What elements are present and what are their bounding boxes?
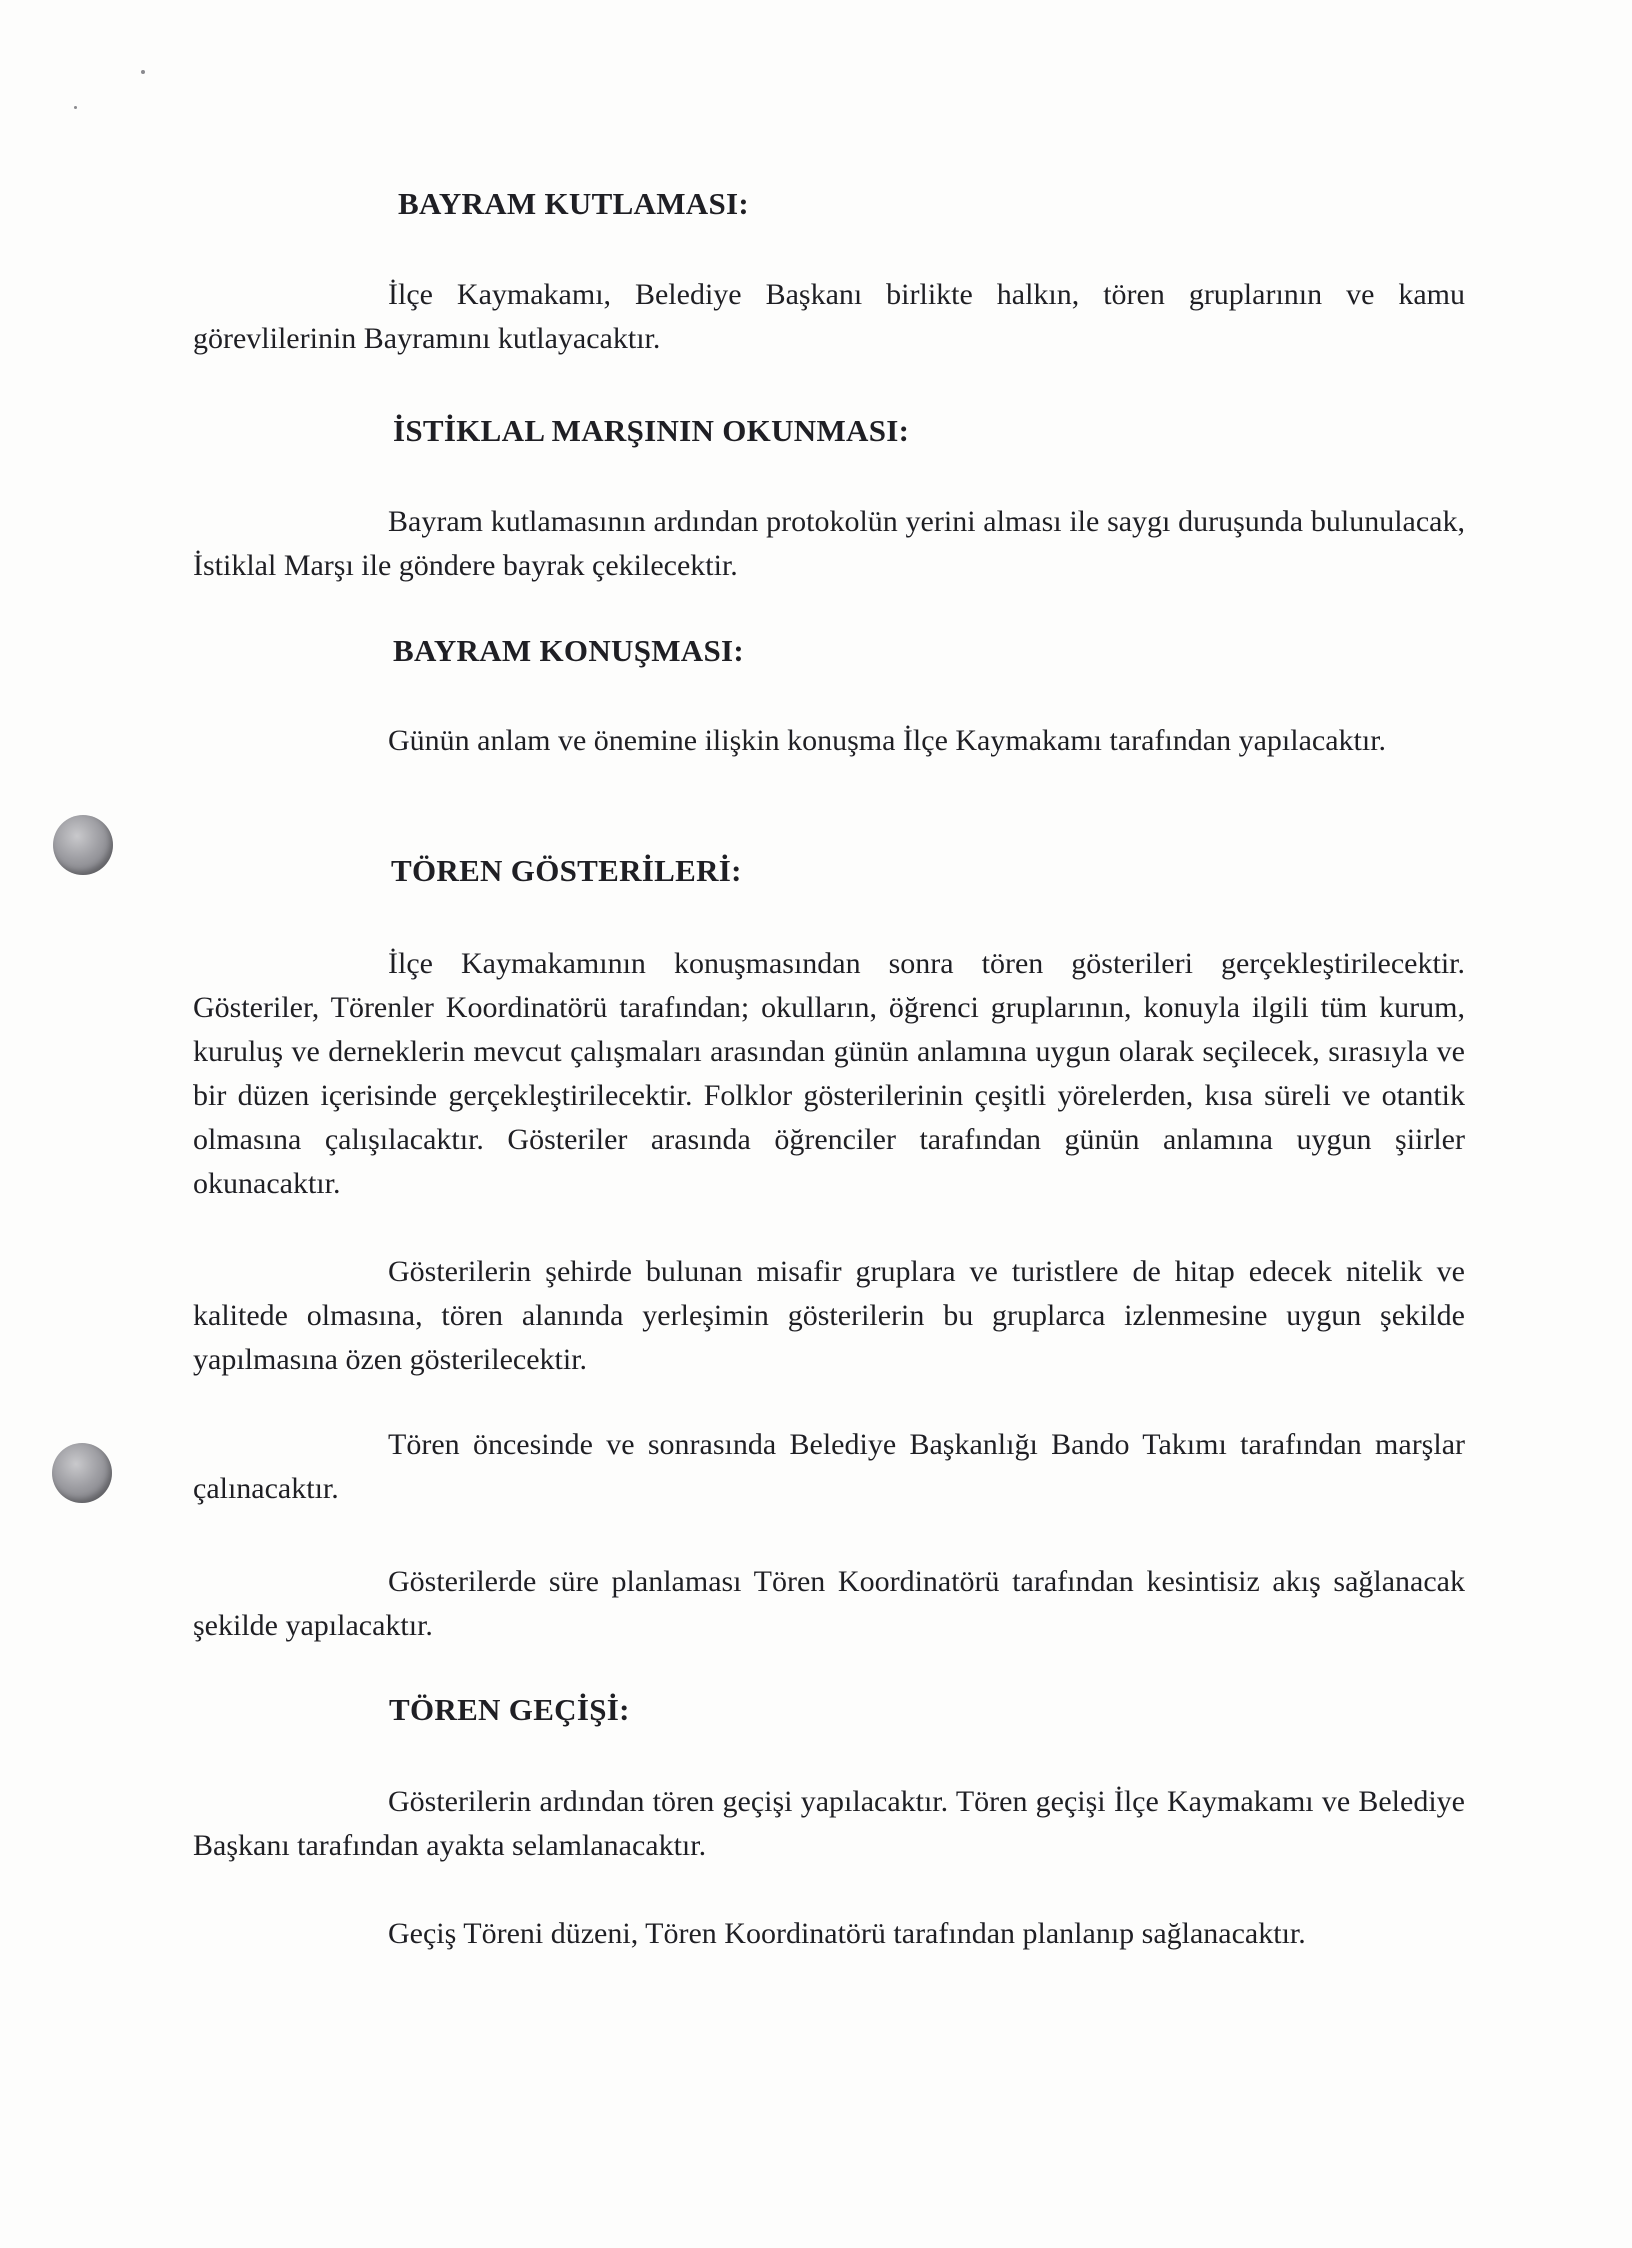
scan-speck <box>141 70 145 74</box>
punch-hole <box>52 1443 112 1503</box>
punch-hole <box>53 815 113 875</box>
section-paragraph: Günün anlam ve önemine ilişkin konuşma İlçe Kaymakamı tarafından yapılacaktır. <box>388 724 1387 757</box>
section-heading: BAYRAM KONUŞMASI: <box>393 633 745 668</box>
section-paragraph: Gösterilerde süre planlaması Tören Koordinatörü tarafından kesintisiz akış sağlanacak şekilde yapılacaktır. <box>193 1565 1465 1642</box>
section-paragraph: Gösterilerin şehirde bulunan misafir gruplara ve turistlere de hitap edecek nitelik ve kalitede olmasına, tören alanında yerleşimin gösterilerin bu gruplarca izlenmesine uygun şekilde yapılmasına özen gösterilecektir. <box>193 1255 1465 1376</box>
section-heading: İSTİKLAL MARŞININ OKUNMASI: <box>393 413 910 448</box>
section-paragraph: Geçiş Töreni düzeni, Tören Koordinatörü tarafından planlanıp sağlanacaktır. <box>388 1917 1306 1950</box>
section-paragraph: Tören öncesinde ve sonrasında Belediye Başkanlığı Bando Takımı tarafından marşlar çalınacaktır. <box>193 1428 1465 1505</box>
section-paragraph: Bayram kutlamasının ardından protokolün yerini alması ile saygı duruşunda bulunulacak, İstiklal Marşı ile göndere bayrak çekilecektir. <box>193 505 1465 582</box>
scan-speck <box>74 106 77 109</box>
section-heading: TÖREN GEÇİŞİ: <box>389 1692 630 1727</box>
section-heading: TÖREN GÖSTERİLERİ: <box>391 853 742 888</box>
section-paragraph: Gösterilerin ardından tören geçişi yapılacaktır. Tören geçişi İlçe Kaymakamı ve Belediye Başkanı tarafından ayakta selamlanacaktır. <box>193 1785 1465 1862</box>
section-heading: BAYRAM KUTLAMASI: <box>398 186 750 221</box>
section-paragraph: İlçe Kaymakamı, Belediye Başkanı birlikte halkın, tören gruplarının ve kamu görevlilerinin Bayramını kutlayacaktır. <box>193 278 1465 355</box>
section-paragraph: İlçe Kaymakamının konuşmasından sonra tören gösterileri gerçekleştirilecektir. Gösteriler, Törenler Koordinatörü tarafından; okulların, öğrenci gruplarının, konuyla ilgili tüm kurum, kuruluş ve derneklerin mevcut çalışmaları arasından günün anlamına uygun olarak seçilecek, sırasıyla ve bir düzen içerisinde gerçekleştirilecektir. Folklor gösterilerinin çeşitli yörelerden, kısa süreli ve otantik olmasına çalışılacaktır. Gösteriler arasında öğrenciler tarafından günün anlamına uygun şiirler okunacaktır. <box>193 947 1465 1200</box>
